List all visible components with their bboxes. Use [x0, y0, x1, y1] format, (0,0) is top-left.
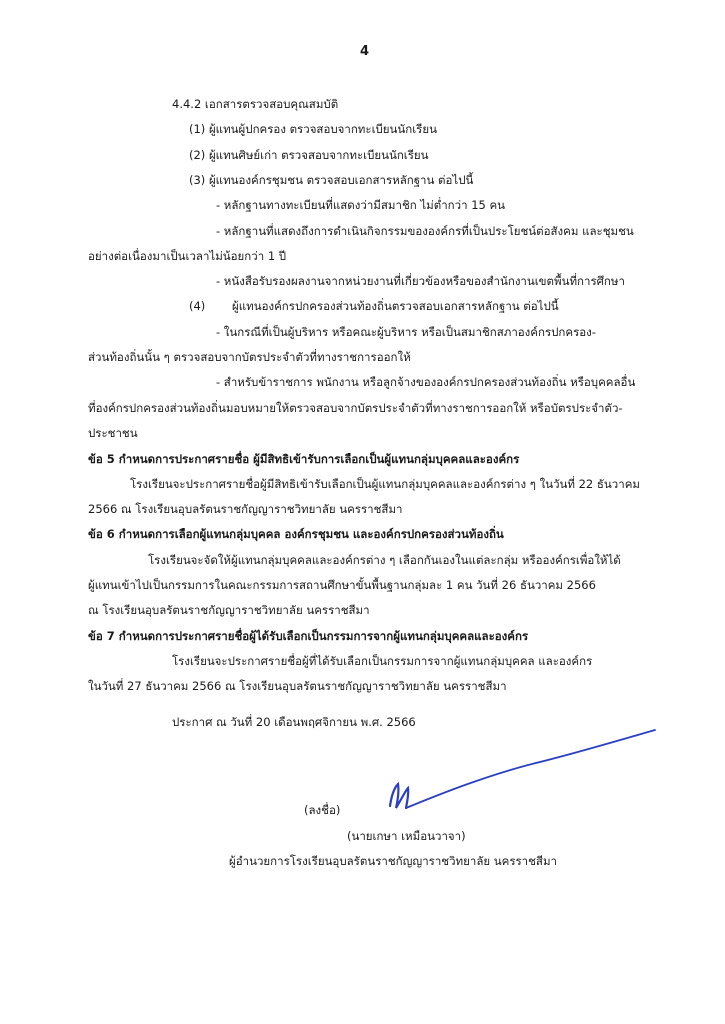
qualification-item-3: (3) ผู้แทนองค์กรชุมชน ตรวจสอบเอกสารหลักฐาน ต่อไปนี้	[189, 173, 474, 187]
signatory-position: ผู้อำนวยการโรงเรียนอุบลรัตนราชกัญญาราชวิทยาลัย นครราชสีมา	[229, 854, 557, 868]
clause-6-heading: ข้อ 6 กำหนดการเลือกผู้แทนกลุ่มบุคคล องค์กรชุมชน และองค์กรปกครองส่วนท้องถิ่น	[88, 527, 504, 541]
clause-7-body-line-2: ในวันที่ 27 ธันวาคม 2566 ณ โรงเรียนอุบลรัตนราชกัญญาราชวิทยาลัย นครราชสีมา	[88, 679, 507, 693]
clause-7-heading: ข้อ 7 กำหนดการประกาศรายชื่อผู้ได้รับเลือกเป็นกรรมการจากผู้แทนกลุ่มบุคคลและองค์กร	[88, 629, 529, 643]
signatory-name: (นายเกษา เหมือนวาจา)	[347, 829, 466, 843]
clause-6-body-line-1: โรงเรียนจะจัดให้ผู้แทนกลุ่มบุคคลและองค์กรต่าง ๆ เลือกกันเองในแต่ละกลุ่ม หรือองค์กรเพื่อให้ได้	[148, 553, 621, 567]
signature-long-stroke	[406, 730, 655, 808]
item-3-bullet-b-line-2: อย่างต่อเนื่องมาเป็นเวลาไม่น้อยกว่า 1 ปี	[88, 249, 287, 263]
item-4-bullet-b-line-1: - สำหรับข้าราชการ พนักงาน หรือลูกจ้างขององค์กรปกครองส่วนท้องถิ่น หรือบุคคลอื่น	[216, 375, 636, 389]
page-number: 4	[360, 44, 370, 59]
clause-5-body-line-1: โรงเรียนจะประกาศรายชื่อผู้มีสิทธิเข้ารับเลือกเป็นผู้แทนกลุ่มบุคคลและองค์กรต่าง ๆ ในวันที่ 22 ธันวาคม	[130, 477, 640, 491]
clause-6-body-line-2: ผู้แทนเข้าไปเป็นกรรมการในคณะกรรมการสถานศึกษาขั้นพื้นฐานกลุ่มละ 1 คน วันที่ 26 ธันวาคม 2566	[88, 578, 596, 592]
item-4-bullet-a-line-1: - ในกรณีที่เป็นผู้บริหาร หรือคณะผู้บริหาร หรือเป็นสมาชิกสภาองค์กรปกครอง-	[216, 325, 596, 339]
item-4-bullet-b-line-2: ที่องค์กรปกครองส่วนท้องถิ่นมอบหมายให้ตรวจสอบจากบัตรประจำตัวที่ทางราชการออกให้ หรือบัตรประจำตัว-	[88, 401, 623, 415]
section-heading-4-4-2: 4.4.2 เอกสารตรวจสอบคุณสมบัติ	[172, 97, 339, 111]
qualification-item-1: (1) ผู้แทนผู้ปกครอง ตรวจสอบจากทะเบียนนักเรียน	[189, 122, 437, 136]
signature-label: (ลงชื่อ)	[304, 803, 341, 817]
item-3-bullet-c: - หนังสือรับรองผลงานจากหน่วยงานที่เกี่ยวข้องหรือของสำนักงานเขตพื้นที่การศึกษา	[216, 274, 625, 288]
item-3-bullet-a: - หลักฐานทางทะเบียนที่แสดงว่ามีสมาชิก ไม่ต่ำกว่า 15 คน	[216, 198, 506, 212]
announcement-date: ประกาศ ณ วันที่ 20 เดือนพฤศจิกายน พ.ศ. 2566	[172, 715, 416, 729]
clause-5-body-line-2: 2566 ณ โรงเรียนอุบลรัตนราชกัญญาราชวิทยาลัย นครราชสีมา	[88, 502, 403, 516]
clause-6-body-line-3: ณ โรงเรียนอุบลรัตนราชกัญญาราชวิทยาลัย นครราชสีมา	[88, 603, 370, 617]
item-4-bullet-a-line-2: ส่วนท้องถิ่นนั้น ๆ ตรวจสอบจากบัตรประจำตัวที่ทางราชการออกให้	[88, 350, 411, 364]
item-4-bullet-b-line-3: ประชาชน	[88, 426, 138, 440]
qualification-item-4: ผู้แทนองค์กรปกครองส่วนท้องถิ่นตรวจสอบเอกสารหลักฐาน ต่อไปนี้	[232, 299, 559, 313]
item-3-bullet-b-line-1: - หลักฐานที่แสดงถึงการดำเนินกิจกรรมขององค์กรที่เป็นประโยชน์ต่อสังคม และชุมชน	[216, 224, 634, 238]
clause-5-heading: ข้อ 5 กำหนดการประกาศรายชื่อ ผู้มีสิทธิเข้ารับการเลือกเป็นผู้แทนกลุ่มบุคคลและองค์กร	[88, 452, 520, 466]
qualification-item-4-number: (4)	[189, 299, 206, 313]
clause-7-body-line-1: โรงเรียนจะประกาศรายชื่อผู้ที่ได้รับเลือกเป็นกรรมการจากผู้แทนกลุ่มบุคคล และองค์กร	[172, 654, 593, 668]
signature-initial-stroke	[390, 784, 408, 808]
qualification-item-2: (2) ผู้แทนศิษย์เก่า ตรวจสอบจากทะเบียนนักเรียน	[189, 148, 429, 162]
handwritten-signature	[380, 728, 680, 818]
